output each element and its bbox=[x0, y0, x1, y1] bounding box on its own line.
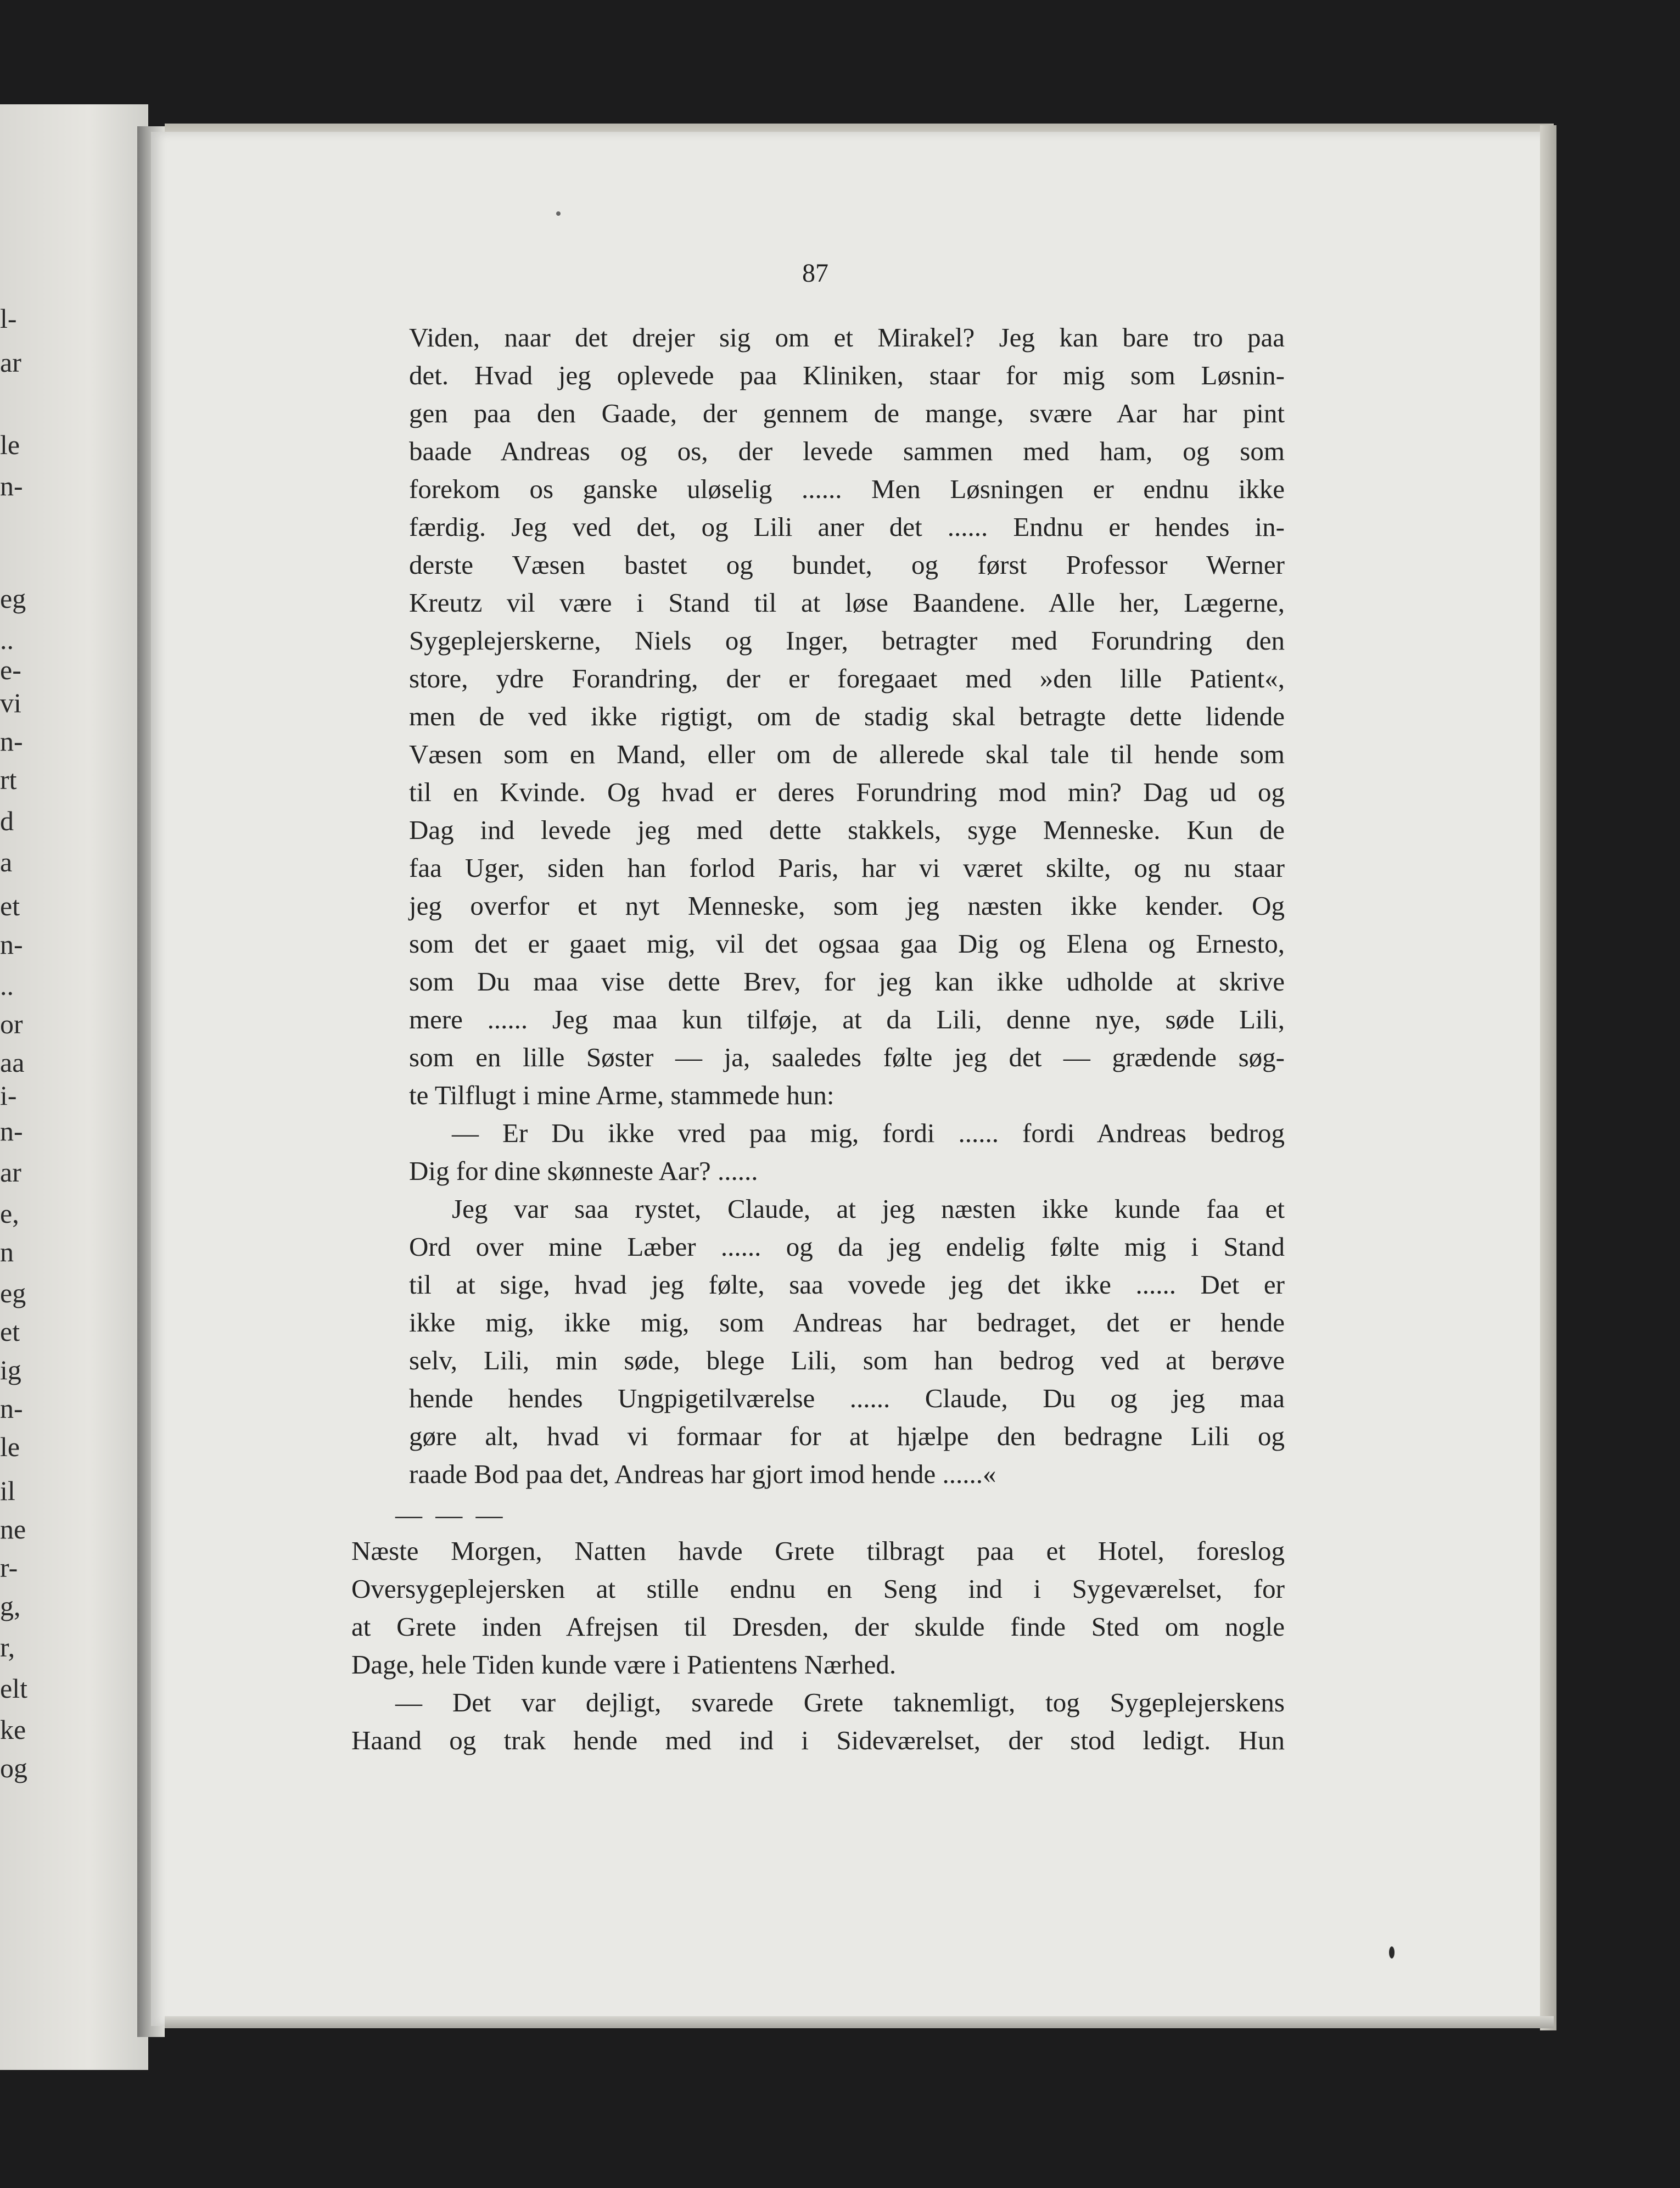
left-page-fragment: r- bbox=[0, 1552, 18, 1583]
left-page-fragment: elt bbox=[0, 1673, 27, 1704]
text-line: — Er Du ikke vred paa mig, fordi ...... fordi Andreas bedrog bbox=[452, 1118, 1285, 1148]
left-page-fragment: aa bbox=[0, 1047, 25, 1078]
section-divider: — — — bbox=[395, 1499, 506, 1530]
left-page-fragment: og bbox=[0, 1753, 27, 1783]
left-page-fragment: n- bbox=[0, 726, 23, 757]
text-line: forekom os ganske uløselig ...... Men Løsningen er endnu ikke bbox=[409, 474, 1285, 504]
text-line: at Grete inden Afrejsen til Dresden, der skulde finde Sted om nogle bbox=[351, 1611, 1285, 1642]
text-line: derste Væsen bastet og bundet, og først Professor Werner bbox=[409, 550, 1285, 580]
left-page-fragment: ig bbox=[0, 1355, 21, 1385]
text-line: til en Kvinde. Og hvad er deres Forundring mod min? Dag ud og bbox=[409, 777, 1285, 807]
text-line: Jeg var saa rystet, Claude, at jeg næsten ikke kunde faa et bbox=[452, 1194, 1285, 1224]
left-page-fragment: n bbox=[0, 1236, 14, 1267]
text-line: Dig for dine skønneste Aar? ...... bbox=[409, 1156, 758, 1186]
left-page-fragment: d bbox=[0, 805, 14, 836]
left-page-fragment: .. bbox=[0, 970, 14, 1001]
text-line: Sygeplejerskerne, Niels og Inger, betragter med Forundring den bbox=[409, 625, 1285, 656]
text-line: Viden, naar det drejer sig om et Mirakel? Jeg kan bare tro paa bbox=[409, 322, 1285, 352]
ink-speck bbox=[1389, 1946, 1395, 1958]
text-line: gøre alt, hvad vi formaar for at hjælpe den bedragne Lili og bbox=[409, 1421, 1285, 1451]
page-edge-right bbox=[1540, 125, 1556, 2030]
ink-speck bbox=[556, 211, 561, 216]
left-page-fragment: ne bbox=[0, 1514, 26, 1545]
left-page-fragment: et bbox=[0, 891, 20, 921]
left-page-fragment: n- bbox=[0, 1116, 23, 1146]
text-line: som Du maa vise dette Brev, for jeg kan ikke udholde at skrive bbox=[409, 966, 1285, 997]
text-line: te Tilflugt i mine Arme, stammede hun: bbox=[409, 1080, 835, 1110]
text-line: Dage, hele Tiden kunde være i Patientens Nærhed. bbox=[351, 1649, 897, 1680]
text-line: Væsen som en Mand, eller om de allerede skal tale til hende som bbox=[409, 739, 1285, 769]
left-page-fragment: e, bbox=[0, 1198, 19, 1229]
left-page-fragment: ar bbox=[0, 347, 21, 378]
page-number: 87 bbox=[802, 259, 828, 288]
text-line: færdig. Jeg ved det, og Lili aner det ...... Endnu er hendes in- bbox=[409, 512, 1285, 542]
text-line: jeg overfor et nyt Menneske, som jeg næsten ikke kender. Og bbox=[409, 891, 1285, 921]
left-page-fragment: or bbox=[0, 1009, 23, 1039]
text-line: mere ...... Jeg maa kun tilføje, at da Lili, denne nye, søde Lili, bbox=[409, 1004, 1285, 1034]
text-line: Kreutz vil være i Stand til at løse Baandene. Alle her, Lægerne, bbox=[409, 587, 1285, 618]
left-page-fragment: ke bbox=[0, 1714, 26, 1745]
left-page-fragment: rt bbox=[0, 764, 17, 795]
left-page-fragment: i- bbox=[0, 1080, 17, 1111]
text-line: — Det var dejligt, svarede Grete taknemligt, tog Sygeplejerskens bbox=[395, 1687, 1285, 1717]
left-page-fragment: .. bbox=[0, 624, 14, 655]
text-line: som det er gaaet mig, vil det ogsaa gaa Dig og Elena og Ernesto, bbox=[409, 928, 1285, 959]
text-line: faa Uger, siden han forlod Paris, har vi været skilte, og nu staar bbox=[409, 853, 1285, 883]
page-edge-bottom bbox=[165, 2016, 1554, 2028]
text-line: hende hendes Ungpigetilværelse ...... Claude, Du og jeg maa bbox=[409, 1383, 1285, 1413]
text-line: det. Hvad jeg oplevede paa Kliniken, staar for mig som Løsnin- bbox=[409, 360, 1285, 390]
left-page-fragment: e- bbox=[0, 654, 21, 685]
left-page-fragment: n- bbox=[0, 471, 23, 501]
left-page-fragment: eg bbox=[0, 583, 26, 614]
left-page-fragment: n- bbox=[0, 929, 23, 960]
text-line: gen paa den Gaade, der gennem de mange, svære Aar har pint bbox=[409, 398, 1285, 428]
left-page-fragment: ar bbox=[0, 1157, 21, 1188]
left-page-fragment: le bbox=[0, 1431, 20, 1462]
text-line: Næste Morgen, Natten havde Grete tilbragt paa et Hotel, foreslog bbox=[351, 1536, 1285, 1566]
left-page-fragment: le bbox=[0, 429, 20, 460]
left-page-fragment: eg bbox=[0, 1278, 26, 1308]
text-line: ikke mig, ikke mig, som Andreas har bedraget, det er hende bbox=[409, 1307, 1285, 1338]
main-text-block bbox=[409, 318, 1285, 1493]
text-line: men de ved ikke rigtigt, om de stadig skal betragte dette lidende bbox=[409, 701, 1285, 731]
text-line: som en lille Søster — ja, saaledes følte jeg det — grædende søg- bbox=[409, 1042, 1285, 1072]
text-line: Dag ind levede jeg med dette stakkels, syge Menneske. Kun de bbox=[409, 815, 1285, 845]
text-line: til at sige, hvad jeg følte, saa vovede jeg det ikke ...... Det er bbox=[409, 1269, 1285, 1300]
left-page-fragment: l- bbox=[0, 303, 17, 334]
text-line: store, ydre Forandring, der er foregaaet med »den lille Patient«, bbox=[409, 663, 1285, 693]
left-page-fragment: et bbox=[0, 1316, 20, 1347]
left-page-fragment: g, bbox=[0, 1591, 21, 1621]
left-page-fragment: vi bbox=[0, 687, 21, 718]
text-line: baade Andreas og os, der levede sammen med ham, og som bbox=[409, 436, 1285, 466]
left-page-fragment: il bbox=[0, 1475, 15, 1506]
text-line: Ord over mine Læber ...... og da jeg endelig følte mig i Stand bbox=[409, 1232, 1285, 1262]
left-page-fragment: n- bbox=[0, 1393, 23, 1424]
continuation-text-block bbox=[351, 1532, 1285, 1759]
text-line: Haand og trak hende med ind i Sideværelset, der stod ledigt. Hun bbox=[351, 1725, 1285, 1755]
text-line: selv, Lili, min søde, blege Lili, som han bedrog ved at berøve bbox=[409, 1345, 1285, 1375]
text-line: raade Bod paa det, Andreas har gjort imod hende ......« bbox=[409, 1459, 996, 1489]
left-page-fragment: r, bbox=[0, 1632, 15, 1663]
text-line: Oversygeplejersken at stille endnu en Seng ind i Sygeværelset, for bbox=[351, 1574, 1285, 1604]
left-page bbox=[0, 104, 148, 2070]
left-page-fragment: a bbox=[0, 847, 13, 877]
